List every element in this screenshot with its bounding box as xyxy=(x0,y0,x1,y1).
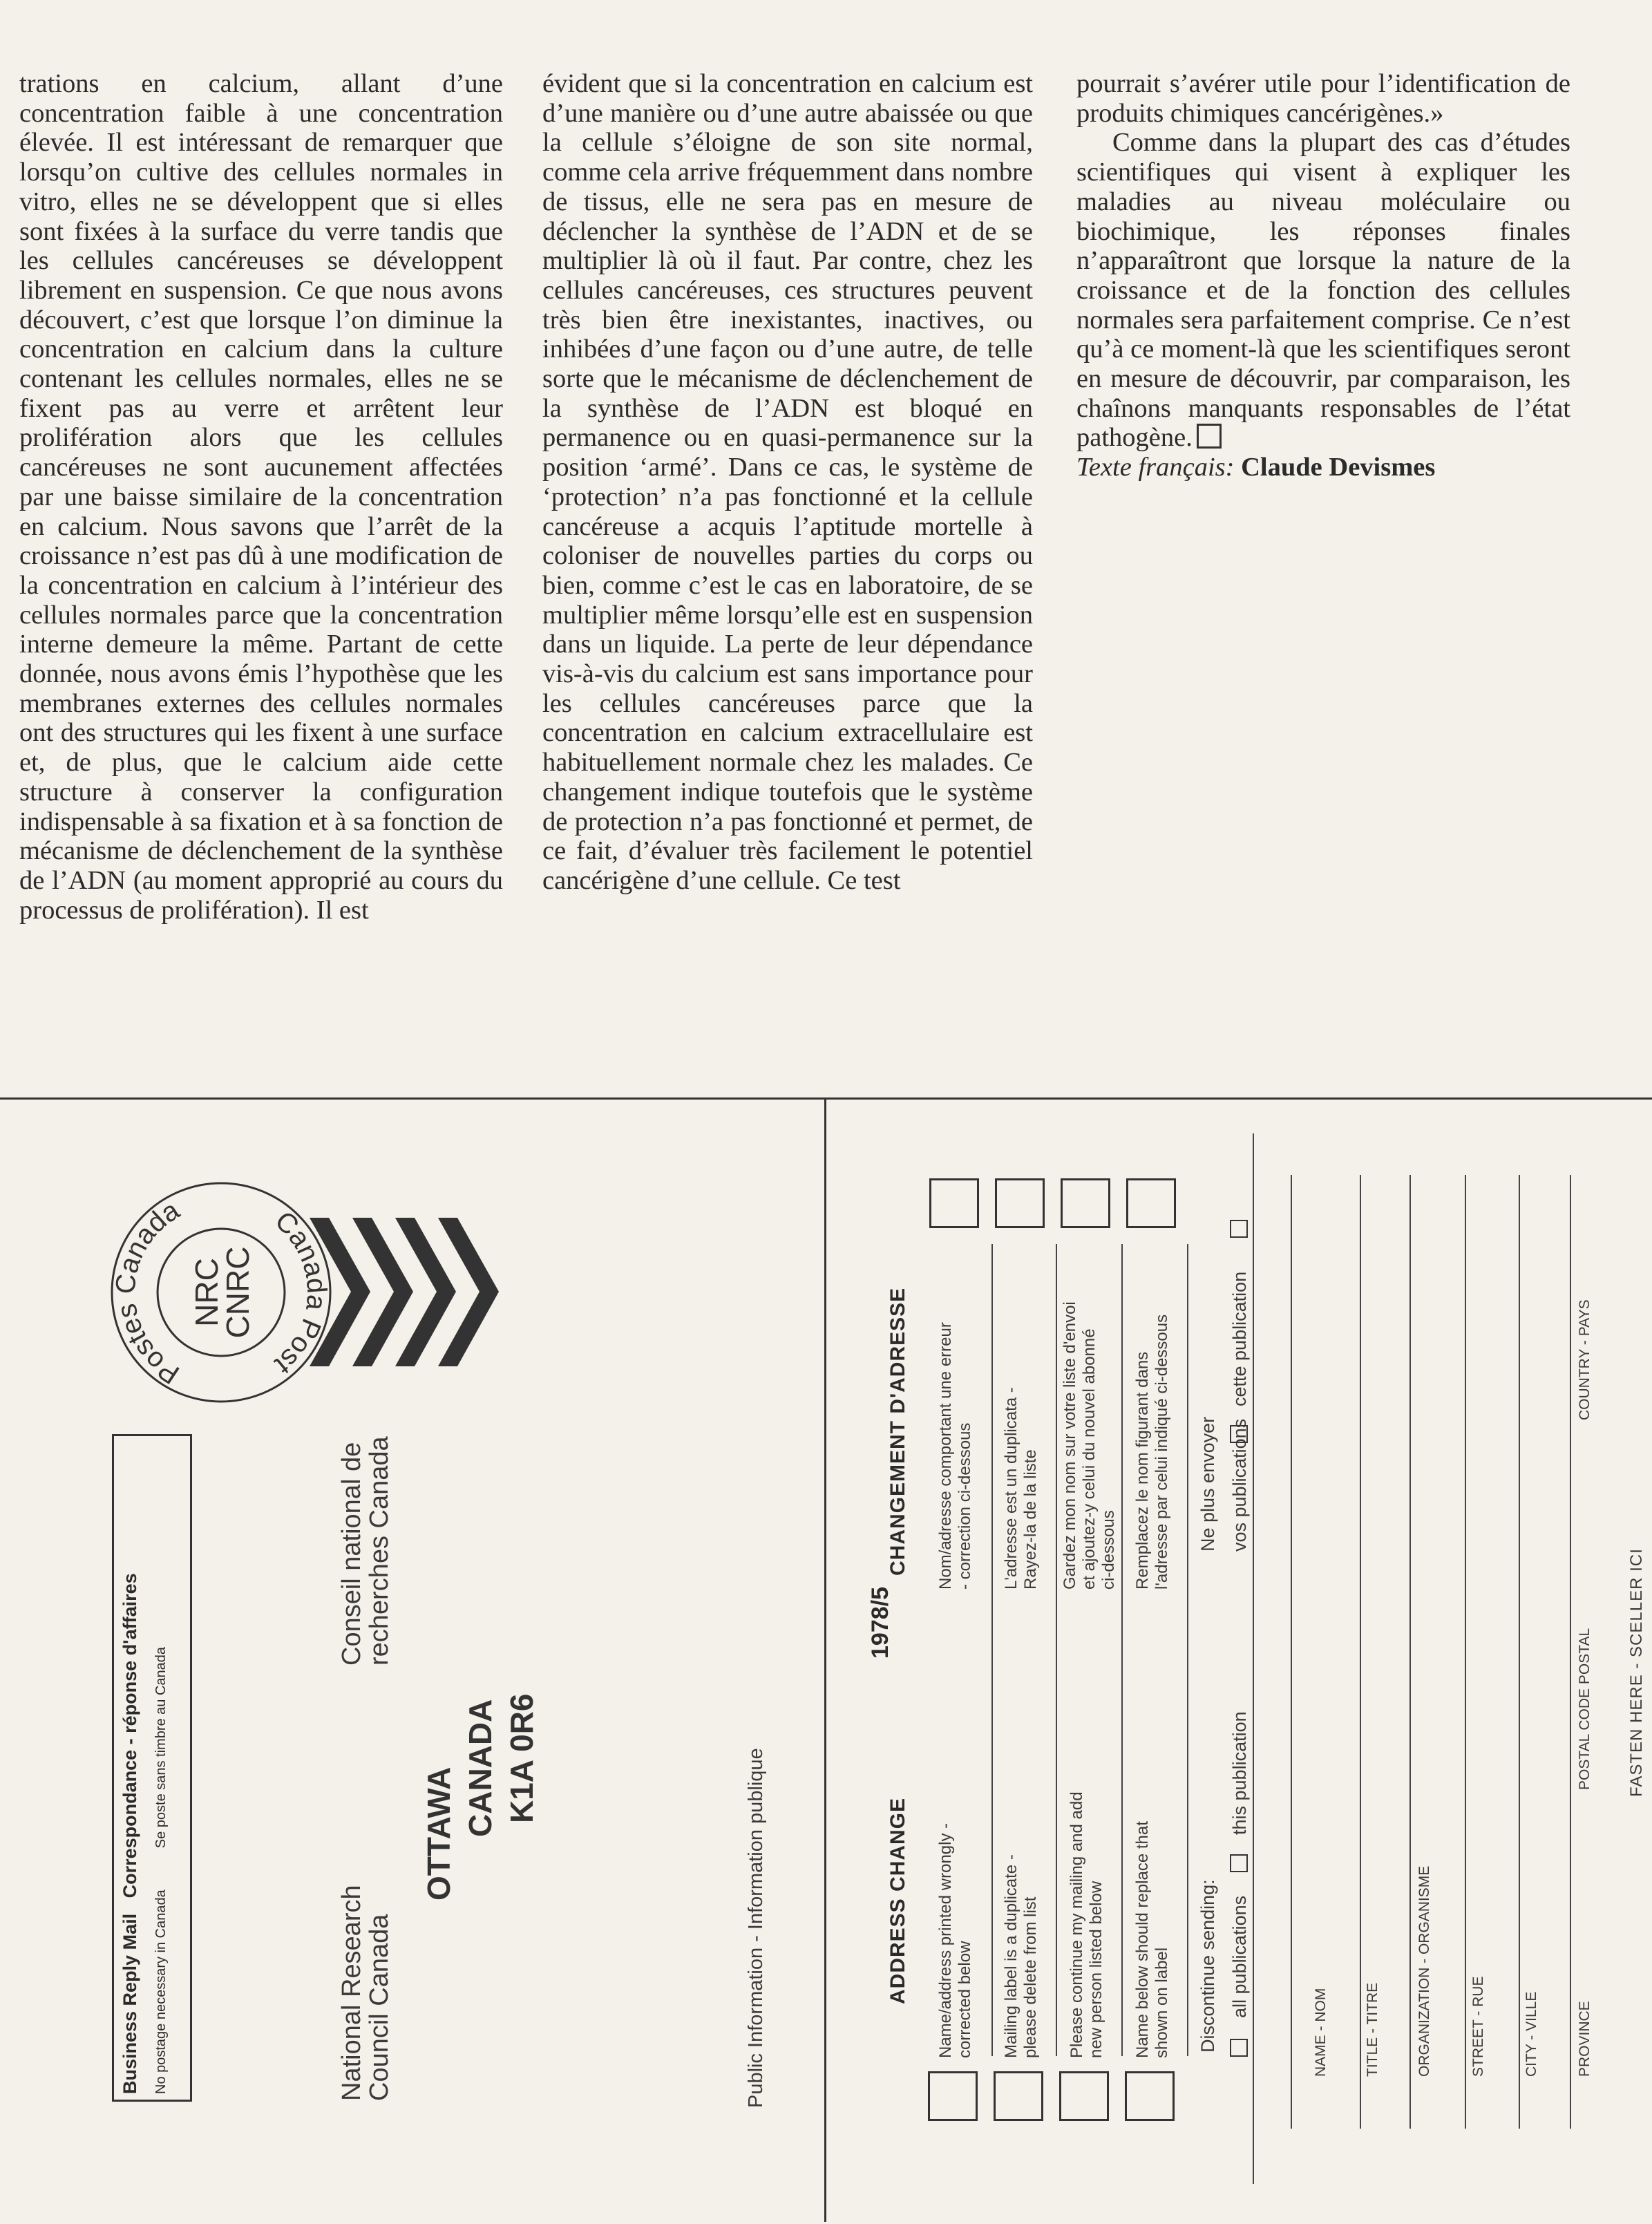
postes-canada-stamp-icon xyxy=(107,1178,335,1406)
option-text: shown on label xyxy=(1152,1947,1171,2058)
ne-plus-envoyer-label: Ne plus envoyer xyxy=(1197,1416,1218,1552)
option-text: Mailing label is a duplicate - xyxy=(1002,1854,1020,2058)
org-name-en-line2: Council Canada xyxy=(365,1914,394,2101)
changement-adresse-title: CHANGEMENT D'ADRESSE xyxy=(886,1287,909,1576)
brm-sub-en: No postage necessary in Canada xyxy=(153,1890,169,2094)
option-text: Please continue my mailing and add xyxy=(1067,1791,1086,2058)
stamp-cnrc: CNRC xyxy=(220,1246,256,1339)
stamp-nrc: NRC xyxy=(189,1258,225,1327)
option-3-checkbox[interactable] xyxy=(1059,2071,1109,2121)
translator-credit xyxy=(1076,453,1570,482)
org-name-fr-line2: recherches Canada xyxy=(365,1436,394,1666)
option-divider xyxy=(1056,1244,1057,2056)
end-mark-icon xyxy=(1197,424,1222,449)
name-field-label: NAME - NOM xyxy=(1313,1988,1329,2077)
organization-field-label: ORGANIZATION - ORGANISME xyxy=(1416,1865,1432,2077)
city-field-label: CITY - VILLE xyxy=(1523,1991,1539,2077)
option-text: Rayez-la de la liste xyxy=(1021,1449,1040,1590)
vos-publications-label: vos publications xyxy=(1229,1418,1250,1552)
brm-subtitle xyxy=(153,1647,169,2094)
brm-title xyxy=(120,1573,141,2094)
organization-field-line[interactable] xyxy=(1409,1175,1411,2129)
province-field-line[interactable] xyxy=(1570,1175,1571,2129)
option-4-checkbox[interactable] xyxy=(1125,2071,1175,2121)
option-text: Gardez mon nom sur votre liste d'envoi xyxy=(1061,1301,1079,1590)
cette-publication-label: cette publication xyxy=(1229,1271,1250,1406)
address-change-title: ADDRESS CHANGE xyxy=(886,1797,909,2004)
cette-publication-checkbox[interactable] xyxy=(1230,1220,1248,1238)
article-column-1 xyxy=(19,69,503,925)
stamp-bottom-text: Canada Post xyxy=(269,1205,332,1380)
option-2-checkbox-fr[interactable] xyxy=(995,1178,1045,1228)
option-text: Remplacez le nom figurant dans xyxy=(1133,1351,1152,1590)
street-field-line[interactable] xyxy=(1465,1175,1466,2129)
article-column-2 xyxy=(542,69,1033,896)
form-divider xyxy=(1253,1133,1254,2184)
title-field-line[interactable] xyxy=(1360,1175,1361,2129)
option-1-checkbox-fr[interactable] xyxy=(929,1178,979,1228)
org-name-fr-line1: Conseil national de xyxy=(337,1442,366,1666)
postal-code-label: POSTAL CODE POSTAL xyxy=(1577,1628,1593,1790)
option-text: L'adresse est un duplicata - xyxy=(1002,1387,1020,1590)
address-country: CANADA xyxy=(462,1699,498,1837)
option-2-checkbox[interactable] xyxy=(994,2071,1043,2121)
option-4-checkbox-fr[interactable] xyxy=(1126,1178,1176,1228)
cancellation-chevrons-icon xyxy=(310,1218,503,1366)
closing-text: Comme dans la plupart des cas d’études scientifiques qui visent à expliquer les maladies au niveau moléculaire ou biochimique, les réponses finales n’apparaîtront que lorsque la nature de la croissance et de la fonction des cellules normales sera parfaitement comprise. Ce n’est qu’à ce moment-là que les scientifiques seront en mesure de découvrir, par comparaison, les chaînons manquants responsables de l’état pathogène. xyxy=(1076,128,1570,453)
option-text: Name/address printed wrongly - xyxy=(936,1822,955,2058)
credit-label: Texte français: xyxy=(1076,453,1235,482)
title-field-label: TITLE - TITRE xyxy=(1365,1982,1380,2077)
option-3-fr xyxy=(1061,1301,1119,1590)
discontinue-label: Discontinue sending: xyxy=(1197,1879,1218,2053)
option-4-fr xyxy=(1133,1314,1172,1590)
option-text: new person listed below xyxy=(1087,1881,1105,2058)
this-publication-checkbox[interactable] xyxy=(1230,1854,1248,1872)
option-3-en xyxy=(1067,1791,1106,2058)
option-text: Name below should replace that xyxy=(1133,1821,1152,2058)
option-text: please delete from list xyxy=(1021,1896,1040,2058)
option-text: - correction ci-dessous xyxy=(956,1422,974,1590)
option-text: Nom/adresse comportant une erreur xyxy=(936,1322,955,1590)
option-divider xyxy=(1187,1244,1188,2056)
card-fold-line xyxy=(824,1097,826,2222)
name-field-line[interactable] xyxy=(1291,1175,1292,2129)
vos-publications-checkbox[interactable] xyxy=(1230,1425,1248,1443)
address-city: OTTAWA xyxy=(421,1766,457,1901)
address-postal-code: K1A 0R6 xyxy=(504,1693,540,1823)
article-paragraph xyxy=(1076,128,1570,453)
option-2-fr xyxy=(1002,1387,1041,1590)
article-column-3 xyxy=(1076,69,1570,482)
option-divider xyxy=(1121,1244,1123,2056)
article-paragraph: évident que si la concentration en calcium est d’une manière ou d’une autre abaissée ou que la cellule s’éloigne de son site normal, comme cela arrive fréquemment dans nombre de tissus, elle ne sera pas en mesure de déclencher la synthèse de l’ADN et de se multiplier là où il faut. Par contre, chez les cellules cancéreuses, ces structures peuvent très bien être inexistantes, inactives, ou inhibées d’une façon ou d’une autre, de telle sorte que le mécanisme de déclenchement de la synthèse de l’ADN est bloqué en permanence ou en quasi-permanence sur la position ‘armé’. Dans ce cas, le système de ‘protection’ n’a pas fonctionné et la cellule cancéreuse a acquis l’aptitude mortelle à coloniser de nouvelles parties du corps ou bien, comme c’est le cas en laboratoire, de se multiplier même lorsqu’elle est en suspension dans un liquide. La perte de leur dépendance vis-à-vis du calcium est sans importance pour les cellules cancéreuses parce que la concentration en calcium extracellulaire est habituellement normale chez les malades. Ce changement indique toutefois que le système de protection n’a pas fonctionné et permet, de ce fait, d’évaluer très facilement le potentiel cancérigène d’une cellule. Ce test xyxy=(542,69,1033,895)
this-publication-label: this publication xyxy=(1229,1711,1250,1835)
option-text: corrected below xyxy=(956,1941,974,2058)
option-3-checkbox-fr[interactable] xyxy=(1061,1178,1110,1228)
brm-title-fr: Correspondance - réponse d'affaires xyxy=(120,1573,140,1898)
option-text: et ajoutez-y celui du nouvel abonné xyxy=(1080,1328,1099,1590)
all-publications-checkbox[interactable] xyxy=(1230,2039,1248,2057)
option-4-en xyxy=(1133,1821,1172,2058)
option-2-en xyxy=(1002,1854,1041,2058)
option-divider xyxy=(991,1244,993,2056)
org-name-en-line1: National Research xyxy=(337,1885,366,2101)
city-field-line[interactable] xyxy=(1519,1175,1520,2129)
province-label: PROVINCE xyxy=(1577,2001,1593,2077)
option-1-checkbox[interactable] xyxy=(928,2071,978,2121)
svg-text:Postes Canada xyxy=(110,1195,185,1390)
department-line: Public Information - Information publique xyxy=(745,1748,767,2108)
country-label: COUNTRY - PAYS xyxy=(1577,1299,1593,1420)
brm-sub-fr: Se poste sans timbre au Canada xyxy=(153,1646,169,1849)
credit-name: Claude Devismes xyxy=(1241,453,1436,482)
article-paragraph: trations en calcium, allant d’une concentration faible à une concentration élevée. Il est intéressant de remarquer que lorsqu’on cultive des cellules normales in vitro, elles ne se développent que si elles sont fixées à la surface du verre tandis que les cellules cancéreuses se développent librement en suspension. Ce que nous avons découvert, c’est que lorsque l’on diminue la concentration en calcium dans la culture contenant les cellules normales, elles ne se fixent pas au verre et arrêtent leur prolifération alors que les cellules cancéreuses ne sont aucunement affectées par une baisse similaire de la concentration en calcium. Nous savons que l’arrêt de la croissance n’est pas dû à une modification de la concentration en calcium à l’intérieur des cellules normales parce que la concentration interne demeure la même. Partant de cette donnée, nous avons émis l’hypothèse que les membranes externes des cellules normales ont des structures qui les fixent à une surface et, de plus, que le calcium aide cette structure à conserver la configuration indispensable à sa fixation et à sa fonction de mécanisme de déclenchement de la synthèse de l’ADN (au moment approprié au cours du processus de prolifération). Il est xyxy=(19,69,503,925)
brm-title-en: Business Reply Mail xyxy=(120,1913,140,2094)
street-field-label: STREET - RUE xyxy=(1470,1976,1486,2077)
stamp-top-text: Postes Canada xyxy=(110,1194,185,1390)
form-code: 1978/5 xyxy=(867,1587,893,1659)
option-text: l'adresse par celui indiqué ci-dessous xyxy=(1152,1314,1171,1590)
option-1-en xyxy=(936,1823,975,2058)
option-1-fr xyxy=(936,1322,975,1590)
fasten-here-label: FASTEN HERE - SCELLER ICI xyxy=(1627,1548,1646,1797)
all-publications-label: all publications xyxy=(1229,1895,1250,2018)
option-text: ci-dessous xyxy=(1099,1510,1118,1590)
article-paragraph: pourrait s’avérer utile pour l’identification de produits chimiques cancérigènes.» xyxy=(1076,69,1570,128)
